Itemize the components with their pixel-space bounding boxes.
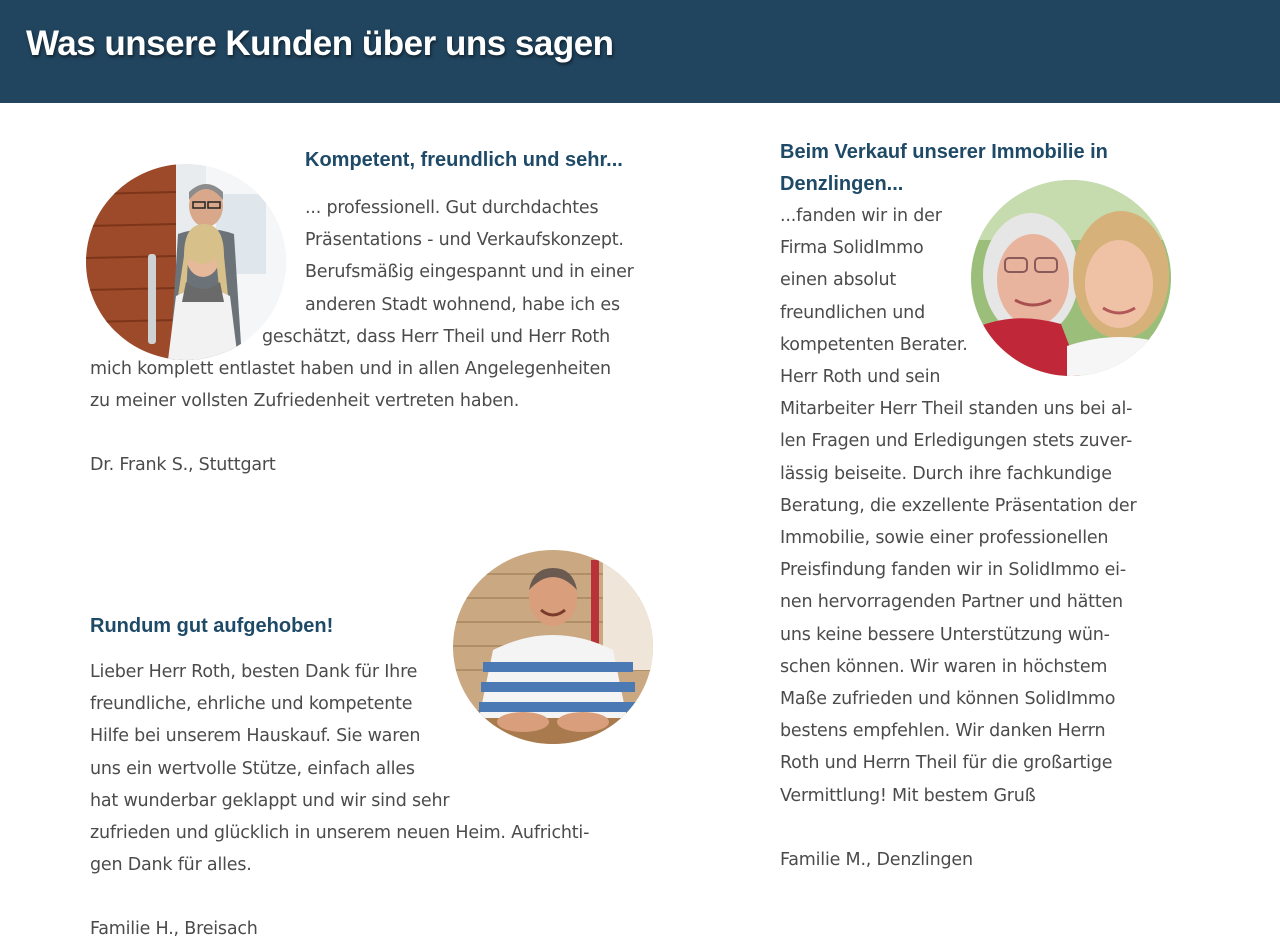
testimonial-3 xyxy=(780,136,1180,876)
text-line: gen Dank für alles. xyxy=(90,855,252,876)
testimonial-2 xyxy=(90,610,665,946)
text-line: nen hervorragenden Partner und hätten xyxy=(780,592,1123,613)
text-line: Lieber Herr Roth, besten Dank für Ihre xyxy=(90,662,418,682)
text-line: kompetenten Berater. xyxy=(780,334,968,355)
testimonial-2-text xyxy=(90,656,665,881)
text-line: geschätzt, dass Herr Theil und Herr Roth xyxy=(262,326,610,347)
text-line: uns ein wertvolle Stütze, einfach alles xyxy=(90,758,415,779)
text-line: Maße zufrieden und können SolidImmo xyxy=(780,689,1116,710)
testimonial-1-text xyxy=(90,192,665,417)
text-line: freundlichen und xyxy=(780,302,925,323)
text-line: Beratung, die exzellente Präsentation der xyxy=(780,495,1137,516)
text-line: ... professionell. Gut durchdachtes xyxy=(305,198,599,218)
text-line: uns keine bessere Unterstützung wün- xyxy=(780,624,1110,645)
page-title: Was unsere Kunden über uns sagen xyxy=(26,24,614,63)
testimonial-1-heading: Kompetent, freundlich und sehr... xyxy=(305,149,623,171)
testimonial-3-heading xyxy=(780,136,1180,200)
testimonial-3-text xyxy=(780,200,1180,812)
page-header xyxy=(0,0,1280,103)
text-line: Mitarbeiter Herr Theil standen uns bei al- xyxy=(780,399,1133,420)
testimonial-3-signature: Familie M., Denzlingen xyxy=(780,849,973,870)
text-line: zu meiner vollsten Zufriedenheit vertreten haben. xyxy=(90,391,520,412)
text-line: Roth und Herrn Theil für die großartige xyxy=(780,753,1113,774)
heading-line: Denzlingen... xyxy=(780,173,904,195)
left-column xyxy=(90,142,665,940)
text-line: lässig beiseite. Durch ihre fachkundige xyxy=(780,463,1112,484)
text-line: ...fanden wir in der xyxy=(780,206,942,226)
text-line: bestens empfehlen. Wir danken Herrn xyxy=(780,721,1106,742)
text-line: einen absolut xyxy=(780,270,897,291)
text-line: Immobilie, sowie einer professionellen xyxy=(780,528,1109,549)
text-line: Preisfindung fanden wir in SolidImmo ei- xyxy=(780,560,1126,581)
right-column xyxy=(780,136,1180,876)
text-line: Firma SolidImmo xyxy=(780,238,924,259)
text-line: mich komplett entlastet haben und in allen Angelegenheiten xyxy=(90,359,611,380)
text-line: Hilfe bei unserem Hauskauf. Sie waren xyxy=(90,726,421,747)
text-line: Berufsmäßig eingespannt und in einer xyxy=(305,262,634,283)
testimonial-1 xyxy=(90,144,665,482)
text-line: len Fragen und Erledigungen stets zuver- xyxy=(780,431,1133,452)
text-line: anderen Stadt wohnend, habe ich es xyxy=(305,294,620,315)
text-line: schen können. Wir waren in höchstem xyxy=(780,656,1108,677)
text-line: Herr Roth und sein xyxy=(780,367,941,388)
testimonial-2-heading: Rundum gut aufgehoben! xyxy=(90,615,334,637)
text-line: Vermittlung! Mit bestem Gruß xyxy=(780,785,1036,806)
heading-line: Beim Verkauf unserer Immobilie in xyxy=(780,141,1108,163)
testimonial-2-signature: Familie H., Breisach xyxy=(90,919,258,940)
text-line: zufrieden und glücklich in unserem neuen Heim. Aufrichti- xyxy=(90,823,590,844)
text-line: Präsentations - und Verkaufskonzept. xyxy=(305,230,624,251)
text-line: hat wunderbar geklappt und wir sind sehr xyxy=(90,790,450,811)
text-line: freundliche, ehrliche und kompetente xyxy=(90,694,413,715)
testimonial-1-signature: Dr. Frank S., Stuttgart xyxy=(90,455,276,476)
